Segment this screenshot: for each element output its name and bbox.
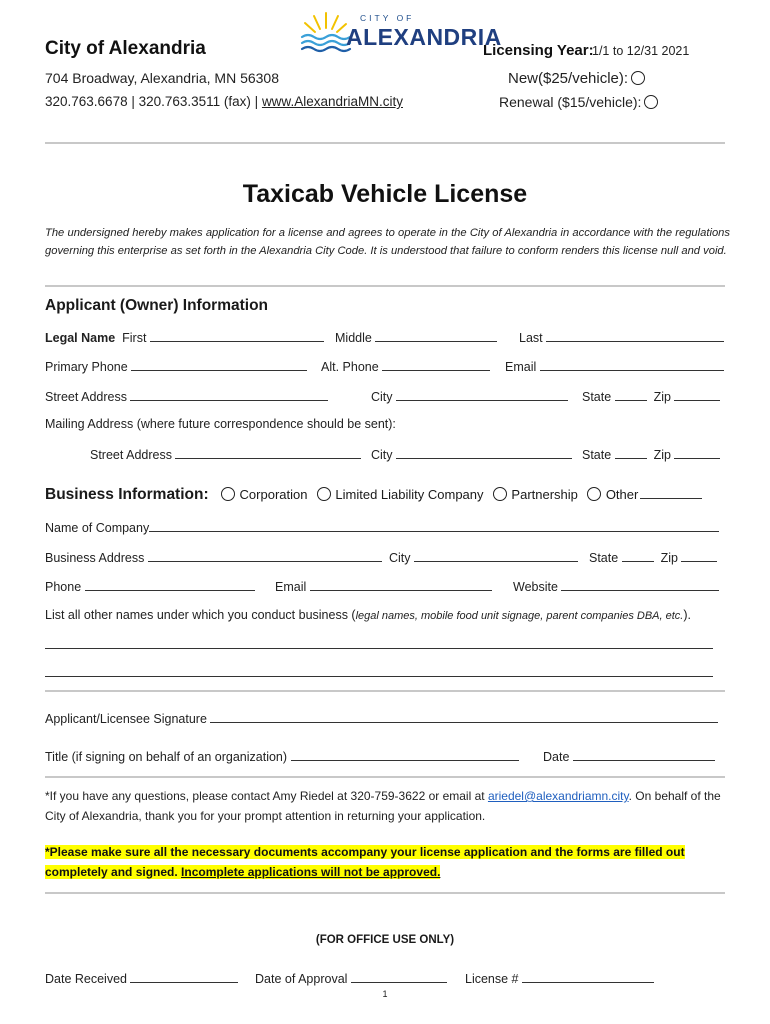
business-website-label: Website: [513, 580, 558, 594]
date-approval-label: Date of Approval: [255, 972, 348, 986]
business-email-field[interactable]: [310, 578, 492, 591]
mailing-city-row: [371, 446, 572, 462]
state-zip-row: [582, 388, 720, 404]
alt-phone-label: Alt. Phone: [321, 360, 379, 374]
partnership-label: Partnership: [511, 487, 578, 502]
date-approval-row: [255, 970, 447, 986]
business-state-label: State: [589, 551, 619, 565]
new-label: New($25/vehicle):: [508, 70, 629, 87]
date-field[interactable]: [573, 748, 715, 761]
mailing-street-row: [90, 446, 361, 462]
mailing-note: Mailing Address (where future correspondence should be sent):: [45, 417, 396, 431]
llc-radio[interactable]: [317, 487, 331, 501]
business-state-field[interactable]: [622, 549, 654, 562]
other-label: Other: [605, 487, 639, 502]
mailing-zip-label: Zip: [653, 448, 671, 462]
applicant-heading: Applicant (Owner) Information: [45, 297, 269, 314]
title-label: Title (if signing on behalf of an organization): [45, 750, 288, 764]
city-name: City of Alexandria: [45, 38, 206, 59]
date-row: [543, 748, 715, 764]
date-received-row: [45, 970, 238, 986]
warning-underlined: Incomplete applications will not be approved.: [181, 865, 441, 879]
other-names-examples: legal names, mobile food unit signage, parent companies DBA, etc.: [355, 610, 684, 622]
notice-text-2: . On behalf of the City of Alexandria, thank you for your prompt attention in returning your application.: [45, 789, 721, 823]
business-address-row: [45, 549, 382, 565]
legal-name-row: [45, 329, 324, 345]
business-website-field[interactable]: [561, 578, 719, 591]
business-phone-row: [45, 578, 255, 594]
middle-name-field[interactable]: [375, 329, 497, 342]
zip-label: Zip: [653, 390, 671, 404]
state-field[interactable]: [615, 388, 647, 401]
business-email-label: Email: [275, 580, 307, 594]
other-radio[interactable]: [587, 487, 601, 501]
business-city-label: City: [389, 551, 411, 565]
email-row: [505, 358, 724, 374]
mailing-state-zip-row: [582, 446, 720, 462]
divider: [45, 892, 725, 894]
mailing-street-field[interactable]: [175, 446, 361, 459]
form-title: Taxicab Vehicle License: [242, 180, 528, 208]
license-number-field[interactable]: [522, 970, 654, 983]
completeness-warning: [45, 842, 725, 882]
company-name-label: Name of Company: [45, 521, 150, 535]
company-name-row: [45, 519, 719, 535]
business-email-row: [275, 578, 492, 594]
business-address-field[interactable]: [148, 549, 382, 562]
warning-text: *Please make sure all the necessary documents accompany your license application and the forms are filled out completely and signed.: [45, 845, 685, 879]
divider: [45, 142, 725, 144]
street-address-field[interactable]: [130, 388, 328, 401]
email-label: Email: [505, 360, 537, 374]
business-city-field[interactable]: [414, 549, 578, 562]
business-heading-row: [45, 486, 702, 504]
contact-line: [45, 94, 403, 109]
city-row: [371, 388, 568, 404]
last-name-field[interactable]: [546, 329, 724, 342]
business-website-row: [513, 578, 719, 594]
mailing-state-field[interactable]: [615, 446, 647, 459]
mailing-zip-field[interactable]: [674, 446, 720, 459]
primary-phone-field[interactable]: [131, 358, 307, 371]
alt-phone-row: [321, 358, 490, 374]
other-names-end: ).: [683, 608, 691, 622]
signature-label: Applicant/Licensee Signature: [45, 712, 207, 726]
mailing-city-label: City: [371, 448, 393, 462]
city-label: City: [371, 390, 393, 404]
notice-text-1: *If you have any questions, please contact Amy Riedel at 320-759-3622 or email at: [45, 789, 488, 803]
website-link[interactable]: www.AlexandriaMN.city: [261, 94, 403, 109]
date-label: Date: [543, 750, 570, 764]
street-address-label: Street Address: [45, 390, 127, 404]
mailing-street-label: Street Address: [90, 448, 172, 462]
renewal-label: Renewal ($15/vehicle):: [499, 94, 642, 110]
zip-field[interactable]: [674, 388, 720, 401]
business-heading: Business Information:: [45, 486, 209, 503]
other-names-row: [45, 608, 691, 622]
business-city-row: [389, 549, 578, 565]
primary-phone-label: Primary Phone: [45, 360, 128, 374]
contact-email-link[interactable]: ariedel@alexandriamn.city: [487, 789, 629, 803]
other-names-line-1[interactable]: [45, 648, 713, 649]
last-name-row: [519, 329, 724, 345]
logo-text-big: ALEXANDRIA: [346, 24, 502, 50]
date-received-label: Date Received: [45, 972, 127, 986]
corporation-radio[interactable]: [221, 487, 235, 501]
divider: [45, 690, 725, 692]
business-phone-field[interactable]: [85, 578, 255, 591]
licensing-year-value: 1/1 to 12/31 2021: [592, 44, 690, 58]
business-zip-label: Zip: [660, 551, 678, 565]
business-zip-field[interactable]: [681, 549, 717, 562]
business-phone-label: Phone: [45, 580, 82, 594]
renewal-option: [499, 94, 658, 110]
first-name-field[interactable]: [150, 329, 324, 342]
license-number-row: [465, 970, 654, 986]
mailing-city-field[interactable]: [396, 446, 572, 459]
first-label: First: [122, 331, 147, 345]
office-use-heading: (FOR OFFICE USE ONLY): [315, 934, 455, 946]
divider: [45, 285, 725, 287]
llc-label: Limited Liability Company: [335, 487, 484, 502]
license-number-label: License #: [465, 972, 519, 986]
business-address-label: Business Address: [45, 551, 145, 565]
divider: [45, 776, 725, 778]
corporation-label: Corporation: [239, 487, 308, 502]
new-option: [508, 70, 645, 87]
middle-name-row: [335, 329, 497, 345]
email-field[interactable]: [540, 358, 724, 371]
street-address-row: [45, 388, 328, 404]
title-row: [45, 748, 519, 764]
city-field[interactable]: [396, 388, 568, 401]
licensing-year-label: Licensing Year:: [483, 42, 594, 59]
company-name-field[interactable]: [149, 519, 719, 532]
primary-phone-row: [45, 358, 307, 374]
title-field[interactable]: [291, 748, 519, 761]
mailing-state-label: State: [582, 448, 612, 462]
middle-label: Middle: [335, 331, 372, 345]
new-radio[interactable]: [631, 71, 645, 85]
renewal-radio[interactable]: [644, 95, 658, 109]
state-label: State: [582, 390, 612, 404]
contact-notice: [45, 786, 725, 826]
intro-text: The undersigned hereby makes application for a license and agrees to operate in the City of Alexandria in accordance with the regulations governing this enterprise as set forth in the Alexandria City Code. It is understood that failure to conform renders this license null and void.: [45, 227, 730, 257]
date-approval-field[interactable]: [351, 970, 447, 983]
city-address: 704 Broadway, Alexandria, MN 56308: [45, 70, 279, 86]
logo-text-small: CITY OF: [360, 13, 415, 23]
date-received-field[interactable]: [130, 970, 238, 983]
other-names-line-2[interactable]: [45, 676, 713, 677]
last-label: Last: [519, 331, 543, 345]
other-names-label: List all other names under which you conduct business (: [45, 608, 356, 622]
other-field[interactable]: [640, 486, 702, 499]
page-number: 1: [382, 989, 388, 999]
partnership-radio[interactable]: [493, 487, 507, 501]
alt-phone-field[interactable]: [382, 358, 490, 371]
business-state-zip-row: [589, 549, 717, 565]
signature-field[interactable]: [210, 710, 718, 723]
signature-row: [45, 710, 718, 726]
legal-name-label: Legal Name: [45, 331, 116, 345]
phone-fax: 320.763.6678 | 320.763.3511 (fax) |: [45, 94, 262, 109]
